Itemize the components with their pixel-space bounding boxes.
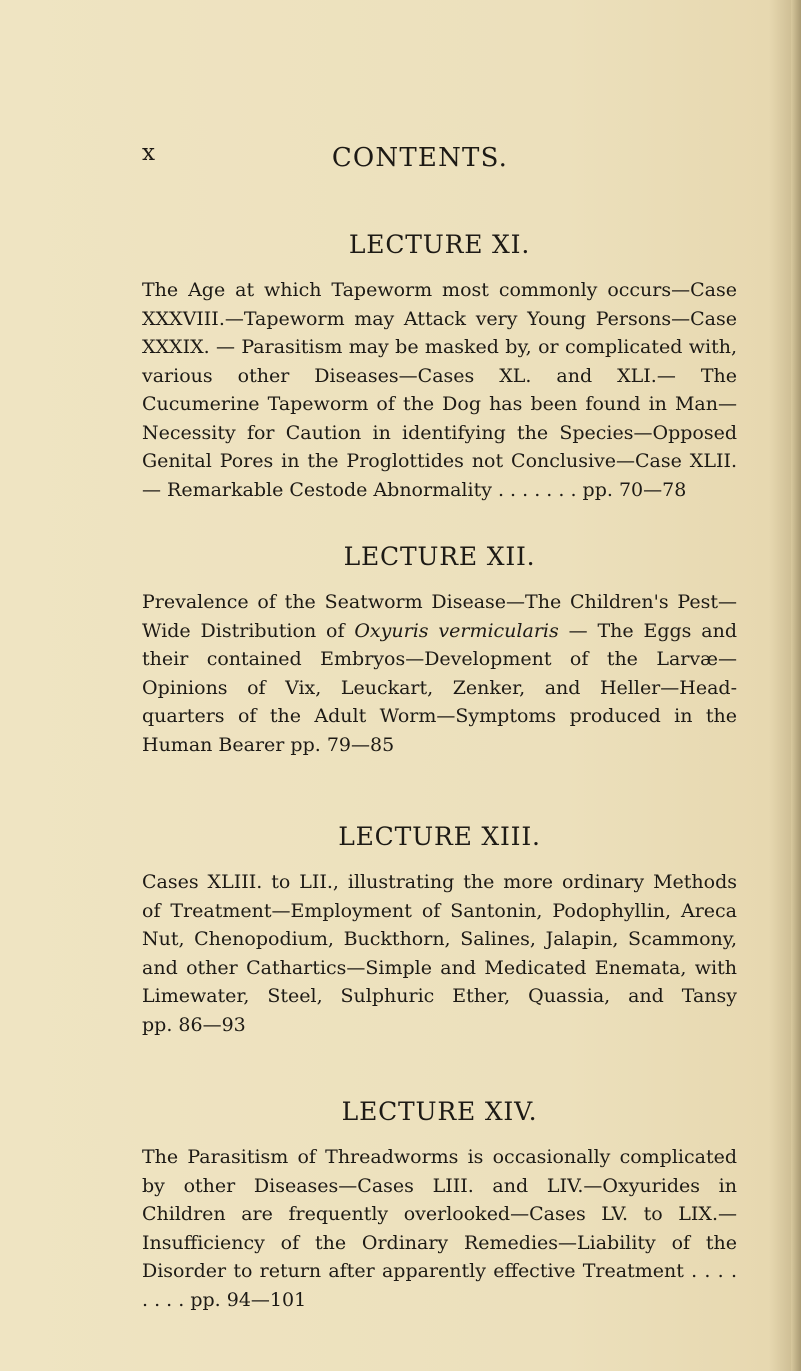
lecture-xii-entry: [142, 540, 737, 759]
lecture-summary-text: Cases XLIII. to LII., illustrating the more ordinary Methods of Treatment—Employment of Santonin, Podophyllin, Areca Nut, Chenopodium, Buckthorn, Salines, Jalapin, Scammony, and other Cathartics—Simple and Medicated Enemata, with Limewater, Steel, Sulphuric Ether, Quassia, and Tansy: [142, 871, 737, 1007]
page-header: [0, 140, 801, 180]
lecture-heading: LECTURE XIII.: [338, 822, 541, 851]
lecture-heading: LECTURE XI.: [348, 230, 531, 259]
lecture-summary-text: The Age at which Tapeworm most commonly occurs—Case XXXVIII.—Tapeworm may Attack very Young Persons—Case XXXIX. — Parasitism may be masked by, or complicated with, various other Diseases—Cases XL. and XLI.— The Cucumerine Tapeworm of the Dog has been found in Man— Necessity for Caution in identifying the Species—Opposed Genital Pores in the Proglottides not Conclusive—Case XLII.— Remarkable Cestode Abnormality . . . . . . .: [142, 279, 737, 501]
lecture-summary: [142, 868, 737, 1039]
lecture-summary: [142, 588, 737, 759]
lecture-summary-text: Prevalence of the Seatworm Disease—The Children's Pest—Wide Distribution of: [142, 591, 737, 642]
page-range: pp. 86—93: [142, 1013, 246, 1036]
page-range: pp. 79—85: [290, 733, 395, 756]
lecture-summary: [142, 276, 737, 504]
species-name: Oxyuris vermicularis: [354, 619, 559, 642]
page-range: pp. 70—78: [582, 478, 687, 501]
page-range: pp. 94—101: [190, 1288, 307, 1311]
lecture-xi-entry: [142, 228, 737, 504]
lecture-heading: LECTURE XIV.: [341, 1097, 538, 1126]
lecture-heading: LECTURE XII.: [343, 542, 536, 571]
page-edge: [791, 0, 801, 1371]
lecture-xiv-entry: [142, 1095, 737, 1314]
lecture-summary: [142, 1143, 737, 1314]
lecture-summary-text-continued: — The Eggs and their contained Embryos—Development of the Larvæ—Opinions of Vix, Leuckart, Zenker, and Heller—Head-quarters of the Adult Worm—Symptoms produced in the Human Bearer: [142, 619, 737, 756]
running-title: CONTENTS.: [331, 143, 509, 173]
lecture-summary-text: The Parasitism of Threadworms is occasionally complicated by other Diseases—Cases LIII. and LIV.—Oxyurides in Children are frequently overlooked—Cases LV. to LIX.—Insufficiency of the Ordinary Remedies—Liability of the Disorder to return after apparently effective Treatment . . . . . . . .: [142, 1146, 737, 1311]
lecture-xiii-entry: [142, 820, 737, 1039]
page-number: x: [142, 140, 156, 166]
